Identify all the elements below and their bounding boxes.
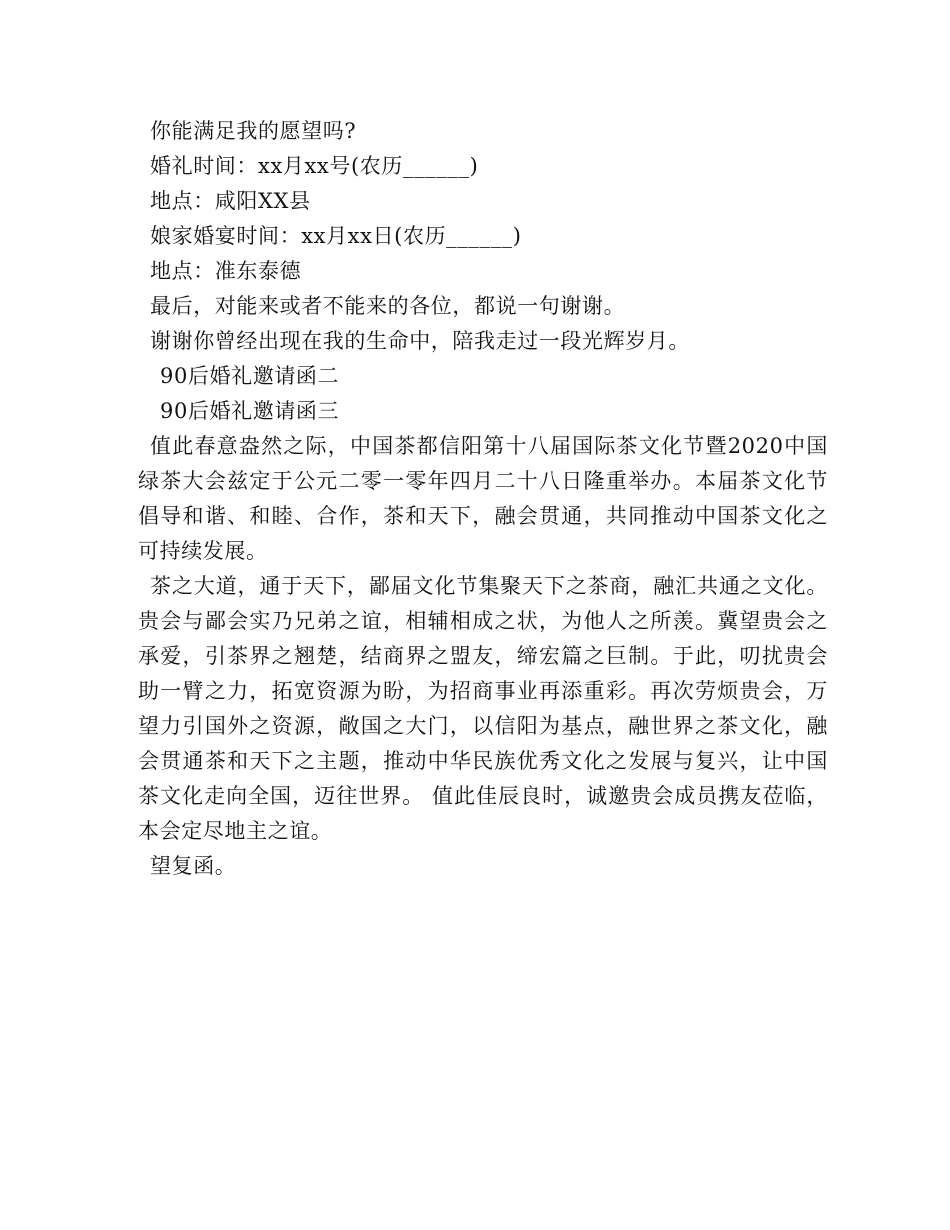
subheading-invitation-three: 90后婚礼邀请函三 <box>160 399 340 423</box>
document-body <box>138 114 828 884</box>
banquet-time-line: 娘家婚宴时间：xx月xx日(农历______) <box>150 224 522 248</box>
subheading-invitation-two: 90后婚礼邀请函二 <box>160 364 340 388</box>
closing-line: 望复函。 <box>150 854 237 878</box>
wedding-location-line: 地点：咸阳XX县 <box>150 189 311 213</box>
text-line: 你能满足我的愿望吗? <box>150 119 357 143</box>
wedding-time-line: 婚礼时间：xx月xx号(农历______) <box>150 154 479 178</box>
body-paragraph-2: 茶之大道，通于天下，鄙届文化节集聚天下之茶商，融汇共通之文化。贵会与鄙会实乃兄弟之谊，相辅相成之状，为他人之所羡。冀望贵会之承爱，引茶界之翘楚，结商界之盟友，缔宏篇之巨制。于此，叨扰贵会助一臂之力，拓宽资源为盼，为招商事业再添重彩。再次劳烦贵会，万望力引国外之资源，敞国之大门，以信阳为基点，融世界之茶文化，融会贯通茶和天下之主题，推动中华民族优秀文化之发展与复兴，让中国茶文化走向全国，迈往世界。 值此佳辰良时，诚邀贵会成员携友莅临，本会定尽地主之谊。 <box>138 574 828 843</box>
banquet-location-line: 地点：准东泰德 <box>150 259 302 283</box>
closing-sentiment-line: 谢谢你曾经出现在我的生命中，陪我走过一段光辉岁月。 <box>150 329 690 353</box>
body-paragraph-1: 值此春意盎然之际，中国茶都信阳第十八届国际茶文化节暨2020中国绿茶大会兹定于公元二零一零年四月二十八日隆重举办。本届茶文化节倡导和谐、和睦、合作，茶和天下，融会贯通，共同推动中国茶文化之可持续发展。 <box>138 434 828 563</box>
thanks-line: 最后，对能来或者不能来的各位，都说一句谢谢。 <box>150 294 626 318</box>
